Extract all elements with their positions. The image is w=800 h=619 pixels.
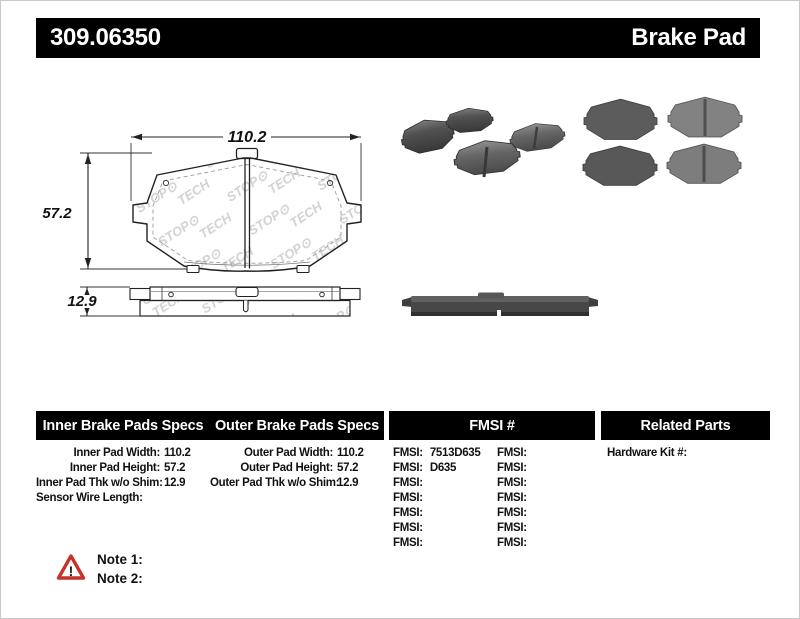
fmsi-row: FMSI: [497, 447, 527, 459]
fmsi-row: FMSI: [497, 462, 527, 474]
fmsi-column-1 [393, 446, 481, 551]
fmsi-row: FMSI: [497, 492, 527, 504]
related-parts-column [607, 446, 691, 461]
spec-row: Outer Pad Thk w/o Shim: 12.9 [210, 477, 359, 489]
spec-row: Inner Pad Thk w/o Shim: 12.9 [36, 477, 186, 489]
fmsi-row: FMSI: 7513D635 [393, 447, 481, 459]
fmsi-row: FMSI: [393, 537, 423, 549]
spec-row: Inner Pad Width: 110.2 [73, 447, 191, 459]
fmsi-header: FMSI # [469, 417, 515, 434]
related-parts-header-bar [601, 411, 770, 440]
outer-specs-column [210, 446, 364, 491]
fmsi-row: FMSI: D635 [393, 462, 457, 474]
side-view-center-tab [236, 288, 258, 297]
fmsi-row: FMSI: [393, 477, 423, 489]
fmsi-row: FMSI: [497, 477, 527, 489]
svg-text:!: ! [68, 563, 74, 579]
pad-height-value: 57.2 [42, 205, 72, 222]
fmsi-row: FMSI: [497, 507, 527, 519]
fmsi-column-2 [497, 446, 534, 551]
specs-header-bar [36, 411, 384, 440]
photo-pads-angled [398, 106, 566, 177]
fmsi-row: FMSI: [393, 507, 423, 519]
outer-specs-header: Outer Brake Pads Specs [214, 417, 380, 434]
side-view-notch [244, 301, 249, 312]
photo-pad-back-top [584, 99, 657, 139]
spec-row: Sensor Wire Length: [36, 492, 143, 504]
spec-row: Outer Pad Height: 57.2 [240, 462, 359, 474]
related-parts-header: Related Parts [640, 417, 731, 434]
notes-block [97, 550, 143, 588]
photo-pads-flat [583, 97, 742, 185]
top-tab [237, 149, 258, 159]
thickness-dimension [63, 287, 140, 316]
warning-triangle-icon [56, 553, 86, 581]
pad-width-value: 110.2 [227, 129, 267, 146]
part-number: 309.06350 [50, 24, 161, 51]
spec-row: Inner Pad Height: 57.2 [69, 462, 186, 474]
fmsi-row: FMSI: [497, 537, 527, 549]
brake-pad-front-view-drawing [133, 149, 361, 273]
inner-specs-header: Inner Brake Pads Specs [42, 417, 204, 434]
bottom-tab-left [187, 266, 199, 273]
inner-specs-column [36, 446, 191, 506]
fmsi-row: FMSI: [393, 492, 423, 504]
pad-thickness-value: 12.9 [67, 293, 97, 310]
product-type: Brake Pad [631, 24, 746, 51]
pad-outline [133, 158, 361, 271]
photo-pad-back-bottom [583, 146, 657, 185]
photo-pad-3 [508, 120, 566, 154]
fmsi-row: FMSI: [393, 522, 423, 534]
fmsi-header-bar [389, 411, 595, 440]
note-2: Note 2: [97, 571, 143, 586]
note-1: Note 1: [97, 552, 143, 567]
spec-row: Outer Pad Width: 110.2 [243, 447, 364, 459]
brake-pad-side-view-drawing [130, 287, 360, 316]
fmsi-row: FMSI: [497, 522, 527, 534]
related-row: Hardware Kit #: [607, 447, 687, 459]
photo-pad-profile [402, 293, 598, 318]
bottom-tab-right [297, 266, 309, 273]
